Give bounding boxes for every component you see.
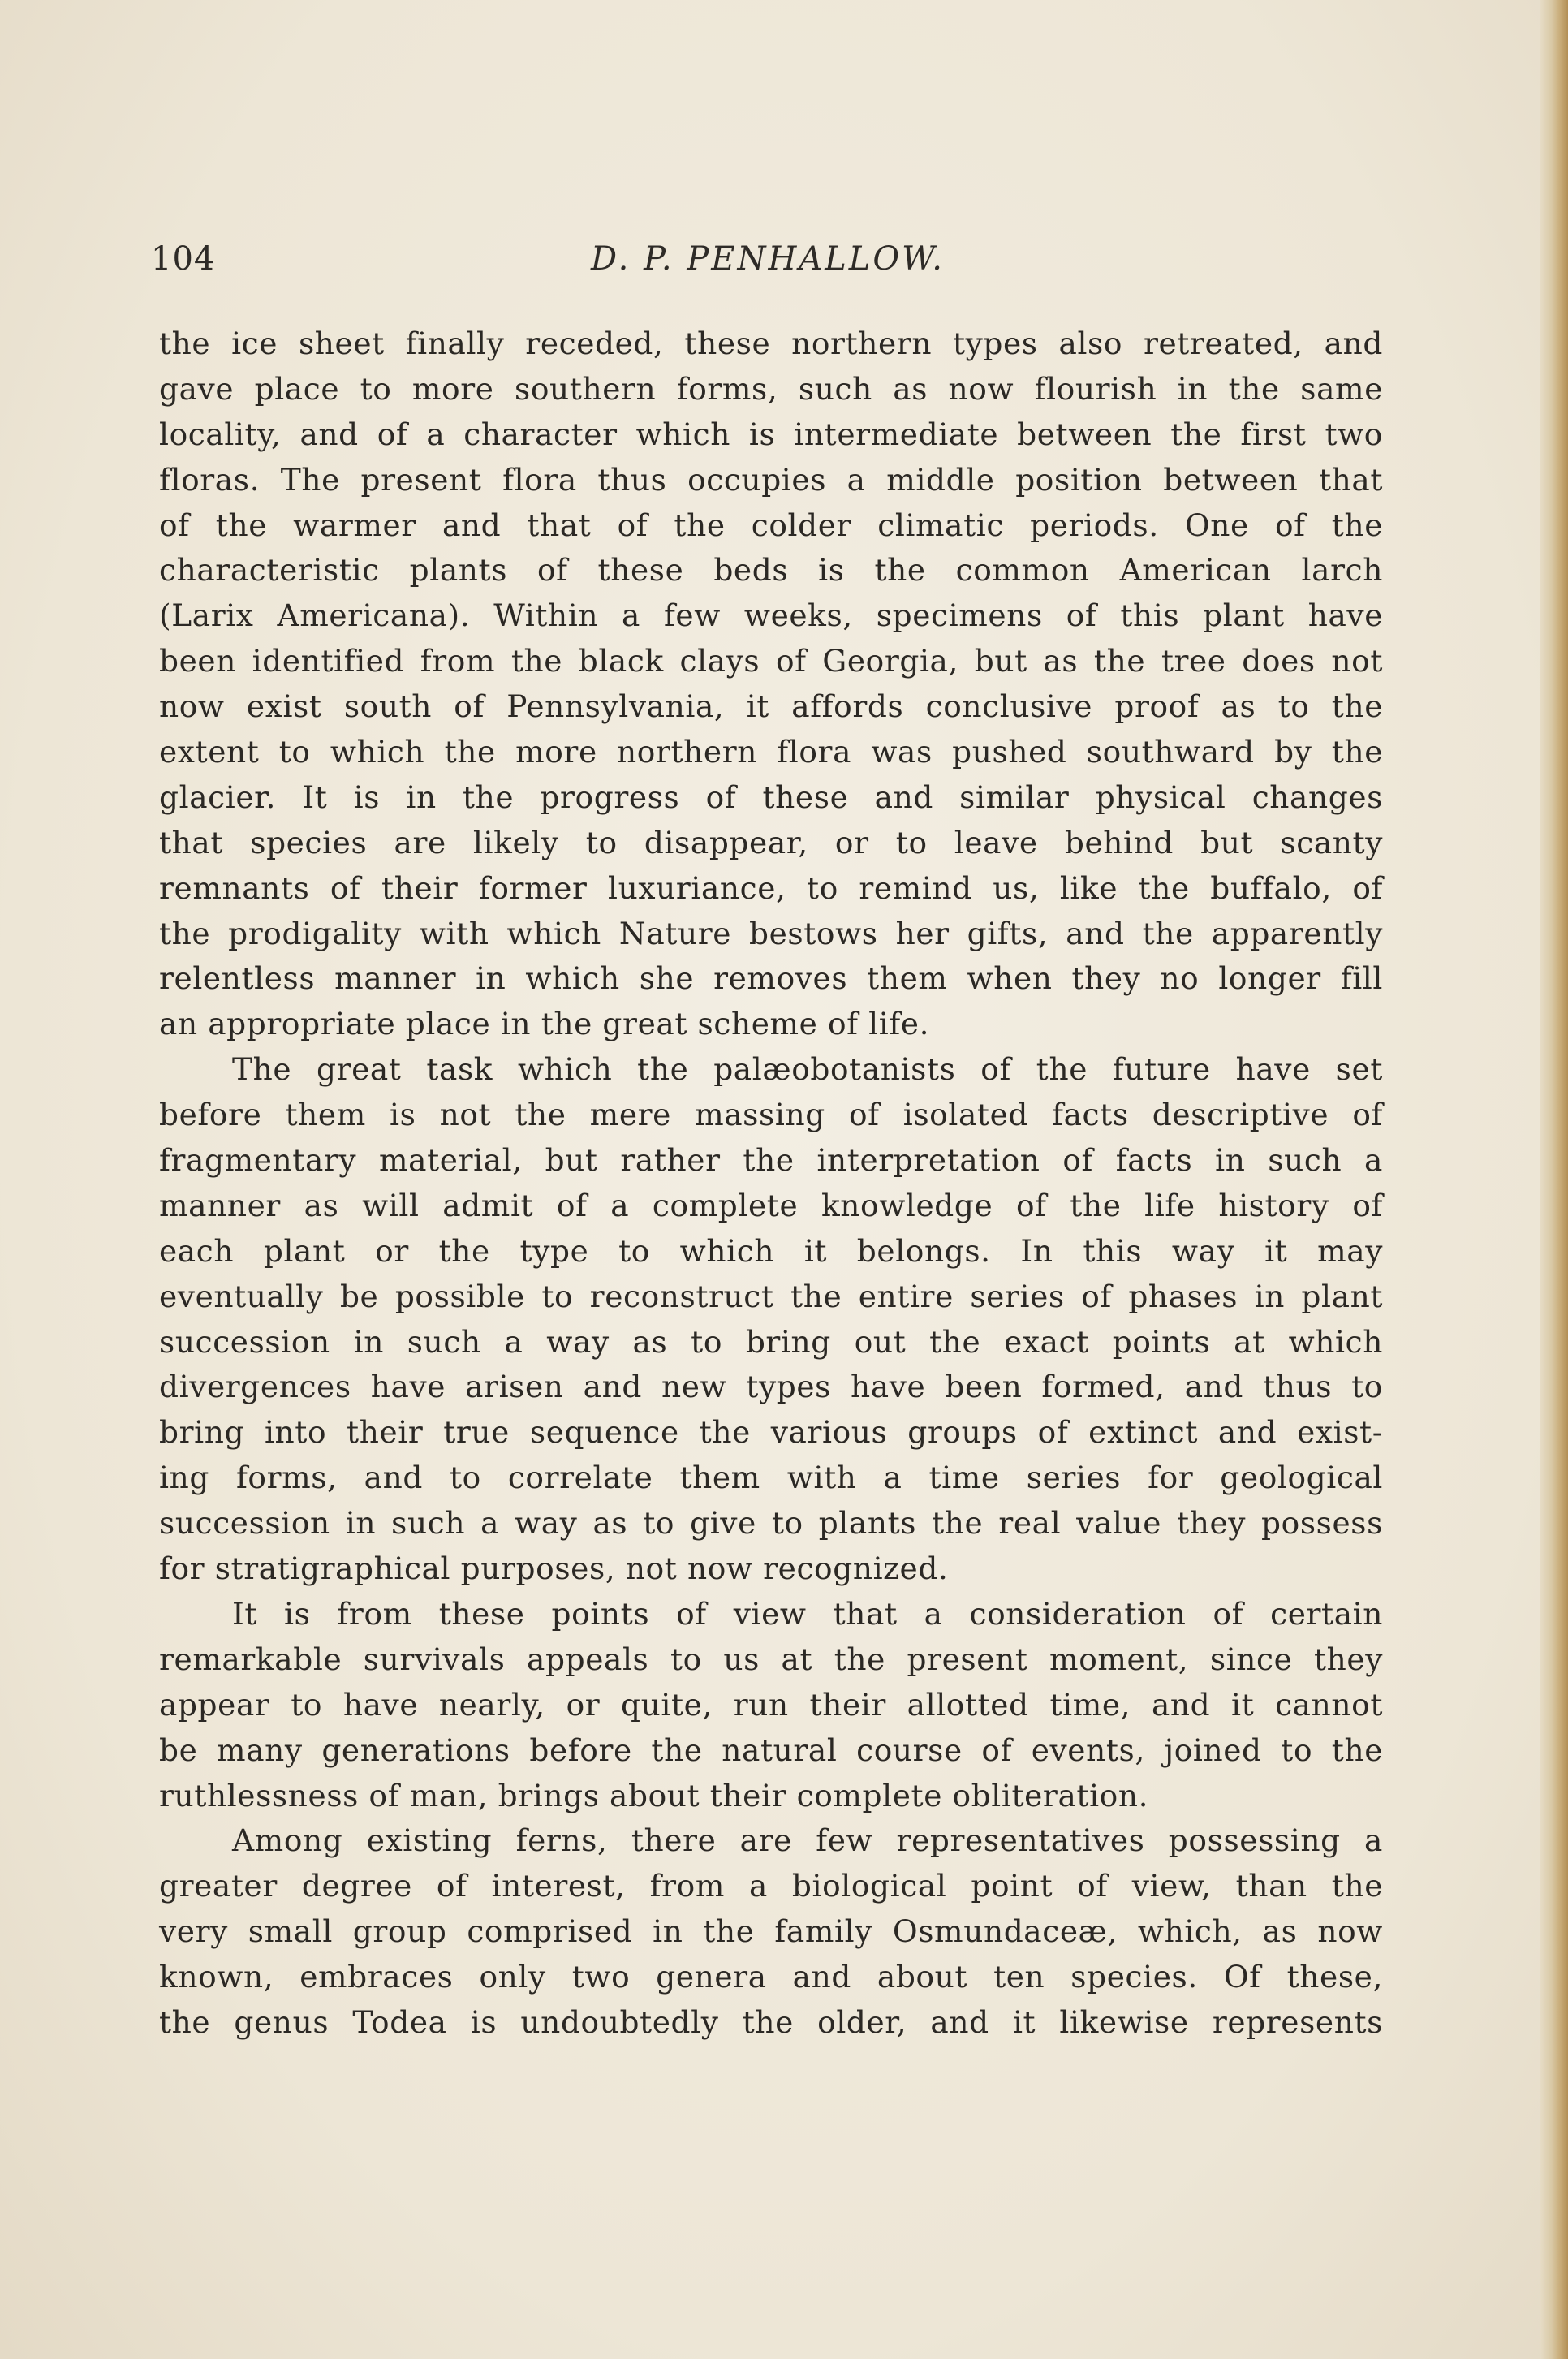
text-line: remnants of their former luxuriance, to remind us, like the buffalo, of [159, 869, 1383, 906]
text-line: eventually be possible to reconstruct the entire series of phases in plant [159, 1278, 1383, 1314]
text-line: extent to which the more northern flora was pushed southward by the [159, 734, 1383, 770]
text-line: of the warmer and that of the colder climatic periods. One of the [159, 507, 1383, 543]
text-line: before them is not the mere massing of isolated facts descriptive of [159, 1097, 1383, 1133]
text-line: for stratigraphical purposes, not now recognized. [159, 1550, 949, 1587]
text-line: succession in such a way as to bring out the exact points at which [159, 1323, 1383, 1360]
body-text [159, 321, 1383, 2046]
text-line: appear to have nearly, or quite, run their allotted time, and it cannot [159, 1686, 1383, 1723]
text-line: known, embraces only two genera and about ten species. Of these, [159, 1959, 1383, 1995]
text-line: relentless manner in which she removes them when they no longer fill [159, 960, 1383, 997]
text-line: greater degree of interest, from a biological point of view, than the [159, 1868, 1383, 1904]
text-line: locality, and of a character which is intermediate between the first two [159, 416, 1383, 452]
text-line: fragmentary material, but rather the interpretation of facts in such a [159, 1142, 1383, 1179]
text-line: now exist south of Pennsylvania, it affords conclusive proof as to the [159, 688, 1383, 725]
text-line: an appropriate place in the great scheme of life. [159, 1006, 930, 1042]
text-line: Among existing ferns, there are few representatives possessing a [232, 1822, 1383, 1859]
text-line: remarkable survivals appeals to us at the present moment, since they [159, 1641, 1383, 1677]
page-number: 104 [151, 240, 216, 278]
text-line: the genus Todea is undoubtedly the older, and it likewise represents [159, 2003, 1383, 2040]
text-line: each plant or the type to which it belongs. In this way it may [159, 1232, 1383, 1269]
text-line: that species are likely to disappear, or to leave behind but scanty [159, 824, 1383, 860]
running-title: D. P. PENHALLOW. [591, 240, 945, 278]
text-line: be many generations before the natural course of events, joined to the [159, 1732, 1383, 1768]
page-edge-shadow [1540, 0, 1568, 2359]
text-line: the prodigality with which Nature bestows her gifts, and the apparently [159, 915, 1383, 951]
text-line: gave place to more southern forms, such as now flourish in the same [159, 370, 1383, 407]
text-line: ing forms, and to correlate them with a time series for geological [159, 1460, 1383, 1496]
text-line: succession in such a way as to give to plants the real value they possess [159, 1505, 1383, 1542]
text-line: The great task which the palæobotanists of the future have set [232, 1051, 1383, 1088]
text-line: floras. The present flora thus occupies a middle position between that [159, 461, 1383, 498]
text-line: bring into their true sequence the various groups of extinct and exist- [159, 1414, 1383, 1451]
text-line: It is from these points of view that a consideration of certain [232, 1595, 1383, 1632]
text-line: ruthlessness of man, brings about their complete obliteration. [159, 1777, 1149, 1813]
text-line: (Larix Americana). Within a few weeks, specimens of this plant have [159, 597, 1383, 634]
text-line: been identified from the black clays of Georgia, but as the tree does not [159, 643, 1383, 679]
running-head [151, 240, 1385, 289]
text-line: the ice sheet finally receded, these northern types also retreated, and [159, 326, 1383, 361]
text-line: glacier. It is in the progress of these and similar physical changes [159, 778, 1383, 815]
text-line: divergences have arisen and new types have been formed, and thus to [159, 1369, 1383, 1405]
text-line: characteristic plants of these beds is the common American larch [159, 552, 1383, 589]
text-line: very small group comprised in the family Osmundaceæ, which, as now [159, 1913, 1383, 1950]
text-line: manner as will admit of a complete knowledge of the life history of [159, 1187, 1383, 1223]
